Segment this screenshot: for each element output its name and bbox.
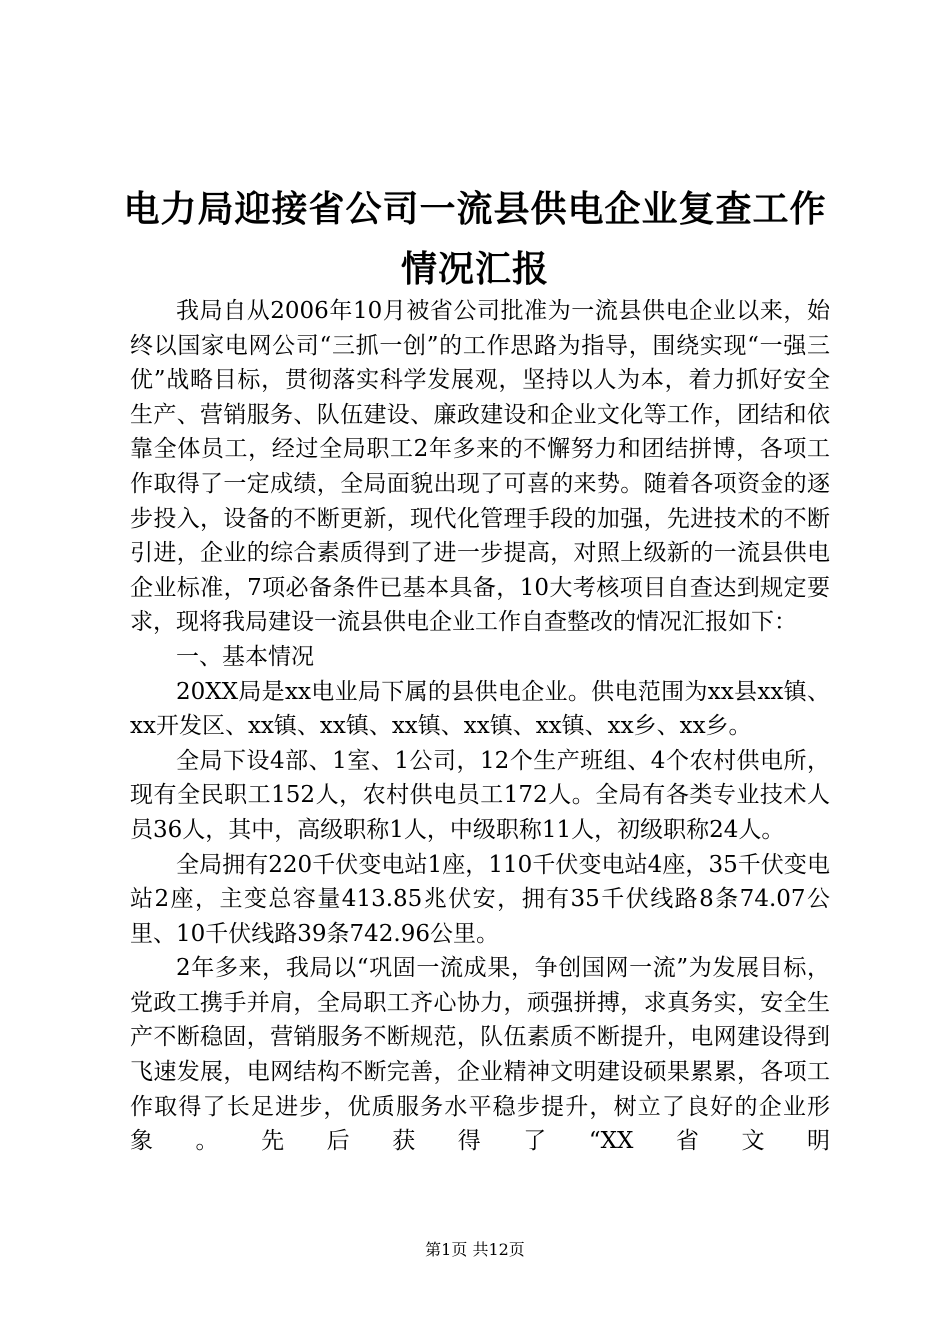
paragraph-substations: 全局拥有220千伏变电站1座，110千伏变电站4座，35千伏变电站2座，主变总容量413.85兆伏安，拥有35千伏线路8条74.07公里、10千伏线路39条742.96公里。	[130, 851, 830, 947]
page-number-footer: 第1页 共12页	[425, 1240, 525, 1259]
section-heading-basic-info: 一、基本情况	[176, 643, 314, 670]
paragraph-intro: 我局自从2006年10月被省公司批准为一流县供电企业以来，始终以国家电网公司“三抓一创”的工作思路为指导，围绕实现“一强三优”战略目标，贯彻落实科学发展观，坚持以人为本，着力抓好安全生产、营销服务、队伍建设、廉政建设和企业文化等工作，团结和依靠全体员工，经过全局职工2年多来的不懈努力和团结拼博，各项工作取得了一定成绩，全局面貌出现了可喜的来势。随着各项资金的逐步投入，设备的不断更新，现代化管理手段的加强，先进技术的不断引进，企业的综合素质得到了进一步提高，对照上级新的一流县供电企业标准，7项必备条件已基本具备，10大考核项目自查达到规定要求，现将我局建设一流县供电企业工作自查整改的情况汇报如下：	[130, 298, 830, 636]
paragraph-achievements: 2年多来，我局以“巩固一流成果，争创国网一流”为发展目标，党政工携手并肩，全局职工齐心协力，顽强拼搏，求真务实，安全生产不断稳固，营销服务不断规范，队伍素质不断提升，电网建设得到飞速发展，电网结构不断完善，企业精神文明建设硕果累累，各项工作取得了长足进步，优质服务水平稳步提升，树立了良好的企业形象。先后获得了“XX省文明	[130, 955, 830, 1155]
document-body	[130, 294, 830, 1159]
paragraph-staffing: 全局下设4部、1室、1公司，12个生产班组、4个农村供电所，现有全民职工152人，农村供电员工172人。全局有各类专业技术人员36人，其中，高级职称1人，中级职称11人，初级职称24人。	[130, 747, 830, 843]
paragraph-service-area: 20XX局是xx电业局下属的县供电企业。供电范围为xx县xx镇、xx开发区、xx镇、xx镇、xx镇、xx镇、xx镇、xx乡、xx乡。	[130, 678, 830, 740]
document-title: 电力局迎接省公司一流县供电企业复查工作情况汇报	[123, 189, 827, 290]
